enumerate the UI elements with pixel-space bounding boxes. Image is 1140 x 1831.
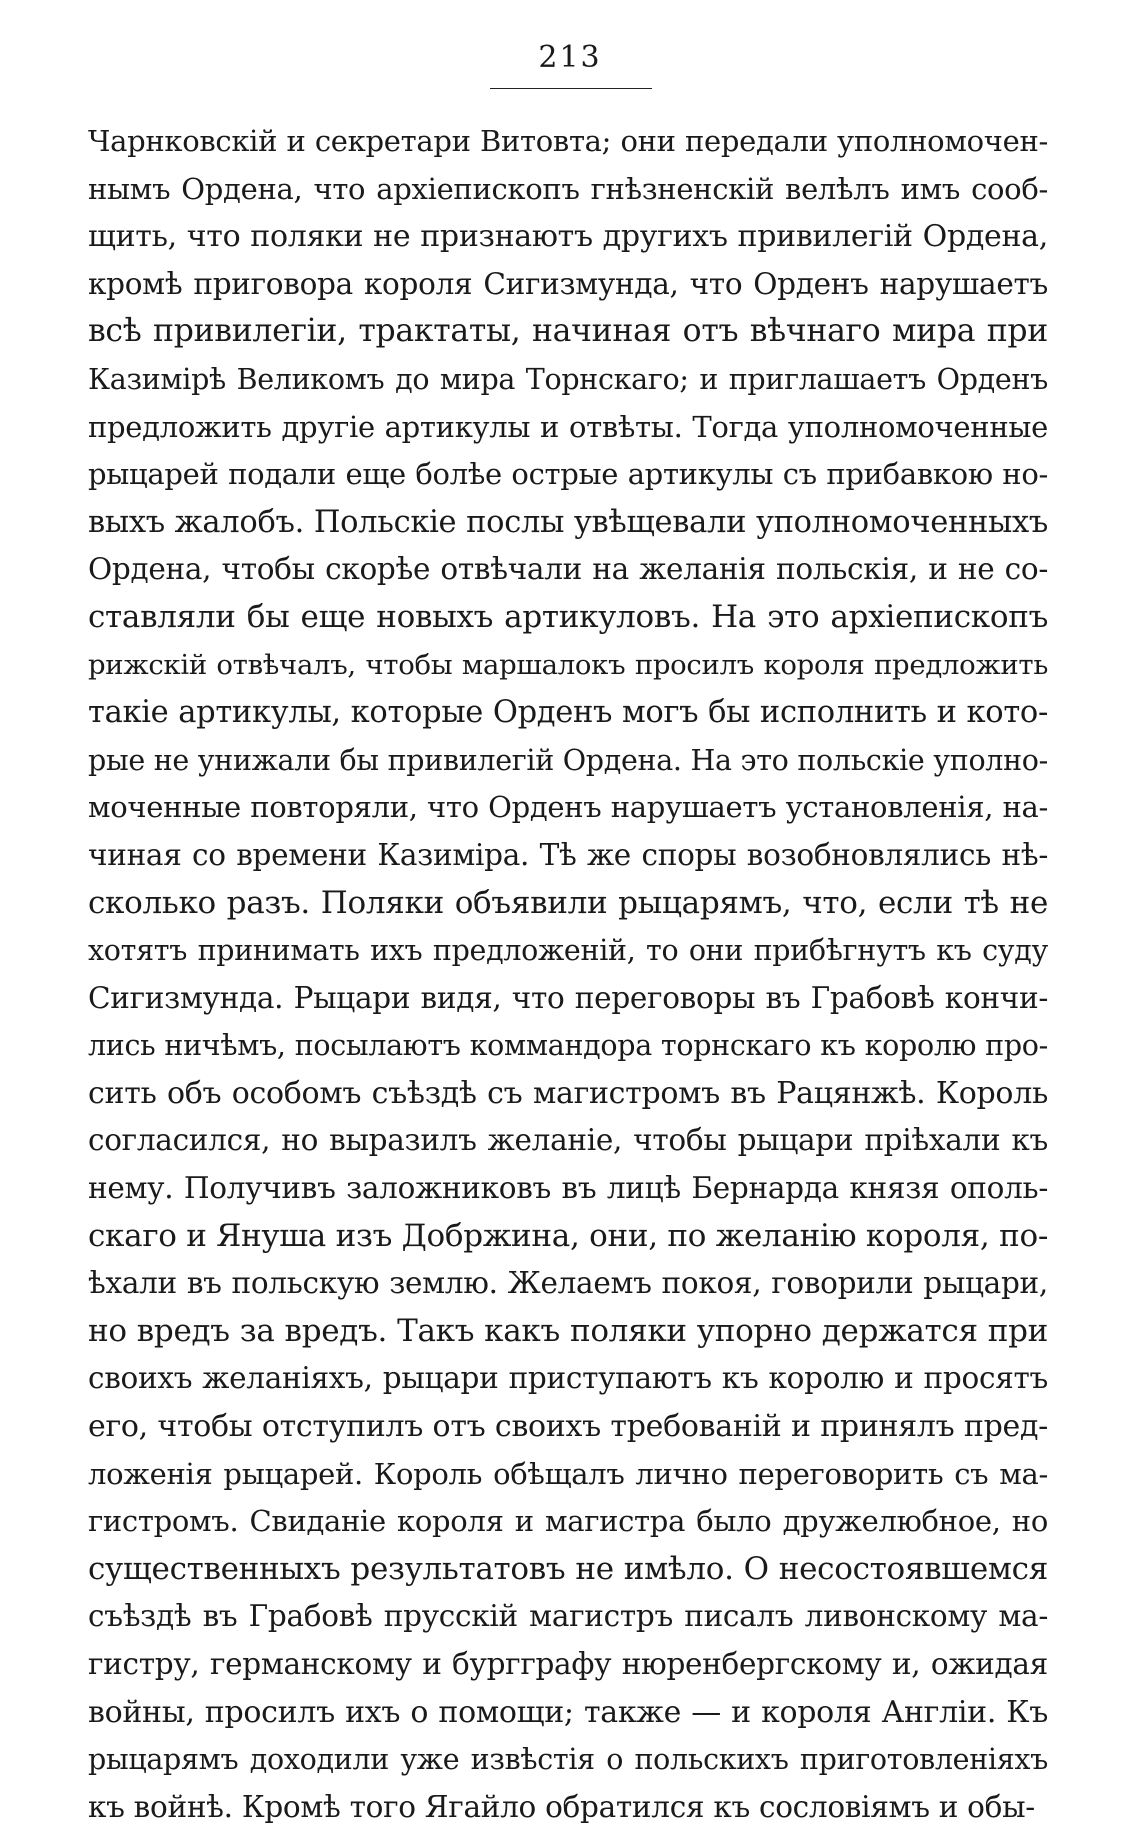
text-line-23: нему. Получивъ заложниковъ въ лицѣ Бернарда князя ополь- — [88, 1171, 1048, 1206]
text-line-3: щить, что поляки не признаютъ другихъ привилегій Ордена, — [88, 219, 1048, 255]
body-text — [88, 118, 1048, 1831]
text-line-18: хотятъ принимать ихъ предложеній, то они прибѣгнутъ къ суду — [88, 934, 1048, 968]
text-line-7: предложить другіе артикулы и отвѣты. Тогда уполномоченные — [88, 409, 1048, 444]
text-line-6: Казимірѣ Великомъ до мира Торнскаго; и приглашаетъ Орденъ — [88, 362, 1048, 396]
text-line-35: рыцарямъ доходили уже извѣстія о польскихъ приготовленіяхъ — [88, 1743, 1048, 1777]
text-line-25: ѣхали въ польскую землю. Желаемъ покоя, говорили рыцари, — [88, 1266, 1048, 1301]
text-line-31: существенныхъ результатовъ не имѣло. О несостоявшемся — [88, 1550, 1048, 1587]
text-line-26: но вредъ за вредъ. Такъ какъ поляки упорно держатся при — [88, 1312, 1048, 1349]
text-line-4: кромѣ приговора короля Сигизмунда, что Орденъ нарушаетъ — [88, 266, 1048, 301]
text-line-17: сколько разъ. Поляки объявили рыцарямъ, что, если тѣ не — [88, 884, 1048, 921]
header-rule — [490, 88, 652, 89]
text-line-15: моченные повторяли, что Орденъ нарушаетъ установленія, на- — [88, 790, 1048, 825]
text-line-33: гистру, германскому и бургграфу нюренбергскому и, ожидая — [88, 1647, 1048, 1681]
text-line-13: такіе артикулы, которые Орденъ могъ бы исполнить и кото- — [88, 695, 1048, 731]
text-line-22: согласился, но выразилъ желаніе, чтобы рыцари пріѣхали къ — [88, 1123, 1048, 1158]
text-line-29: ложенія рыцарей. Король обѣщалъ лично переговорить съ ма- — [88, 1456, 1048, 1491]
text-line-10: Ордена, чтобы скорѣе отвѣчали на желанія польскія, и не со- — [88, 552, 1048, 587]
page-number: 213 — [538, 40, 602, 75]
text-line-9: выхъ жалобъ. Польскіе послы увѣщевали уполномоченныхъ — [88, 504, 1048, 540]
text-line-8: рыцарей подали еще болѣе острые артикулы съ прибавкою но- — [88, 457, 1048, 492]
text-line-30: гистромъ. Свиданіе короля и магистра было дружелюбное, но — [88, 1504, 1048, 1539]
text-line-12: рижскій отвѣчалъ, чтобы маршалокъ просилъ короля предложить — [88, 648, 1048, 681]
text-line-20: лись ничѣмъ, посылаютъ коммандора торнскаго къ королю про- — [88, 1029, 1048, 1063]
text-line-28: его, чтобы отступилъ отъ своихъ требованій и принялъ пред- — [88, 1409, 1048, 1445]
text-line-11: ставляли бы еще новыхъ артикуловъ. На это архіепископъ — [88, 598, 1048, 635]
text-line-14: рые не унижали бы привилегій Ордена. На это польскіе уполно- — [88, 743, 1048, 777]
text-line-5: всѣ привилегіи, трактаты, начиная отъ вѣчнаго мира при — [88, 313, 1048, 350]
text-line-32: съѣздѣ въ Грабовѣ прусскій магистръ писалъ ливонскому ма- — [88, 1599, 1048, 1634]
text-line-16: чиная со времени Казиміра. Тѣ же споры возобновлялись нѣ- — [88, 837, 1048, 872]
text-line-1: Чарнковскій и секретари Витовта; они передали уполномочен- — [88, 124, 1048, 158]
text-line-24: скаго и Януша изъ Добржина, они, по желанію короля, по- — [88, 1217, 1048, 1254]
text-line-2: нымъ Ордена, что архіепископъ гнѣзненскій велѣлъ имъ сооб- — [88, 171, 1048, 206]
text-line-19: Сигизмунда. Рыцари видя, что переговоры въ Грабовѣ кончи- — [88, 980, 1048, 1015]
text-line-27: своихъ желаніяхъ, рыцари приступаютъ къ королю и просятъ — [88, 1361, 1048, 1396]
text-line-36: къ войнѣ. Кромѣ того Ягайло обратился къ сословіямъ и обы- — [88, 1789, 1035, 1824]
text-line-21: сить объ особомъ съѣздѣ съ магистромъ въ Рацянжѣ. Король — [88, 1075, 1048, 1111]
text-line-34: войны, просилъ ихъ о помощи; также — и короля Англіи. Къ — [88, 1694, 1048, 1730]
